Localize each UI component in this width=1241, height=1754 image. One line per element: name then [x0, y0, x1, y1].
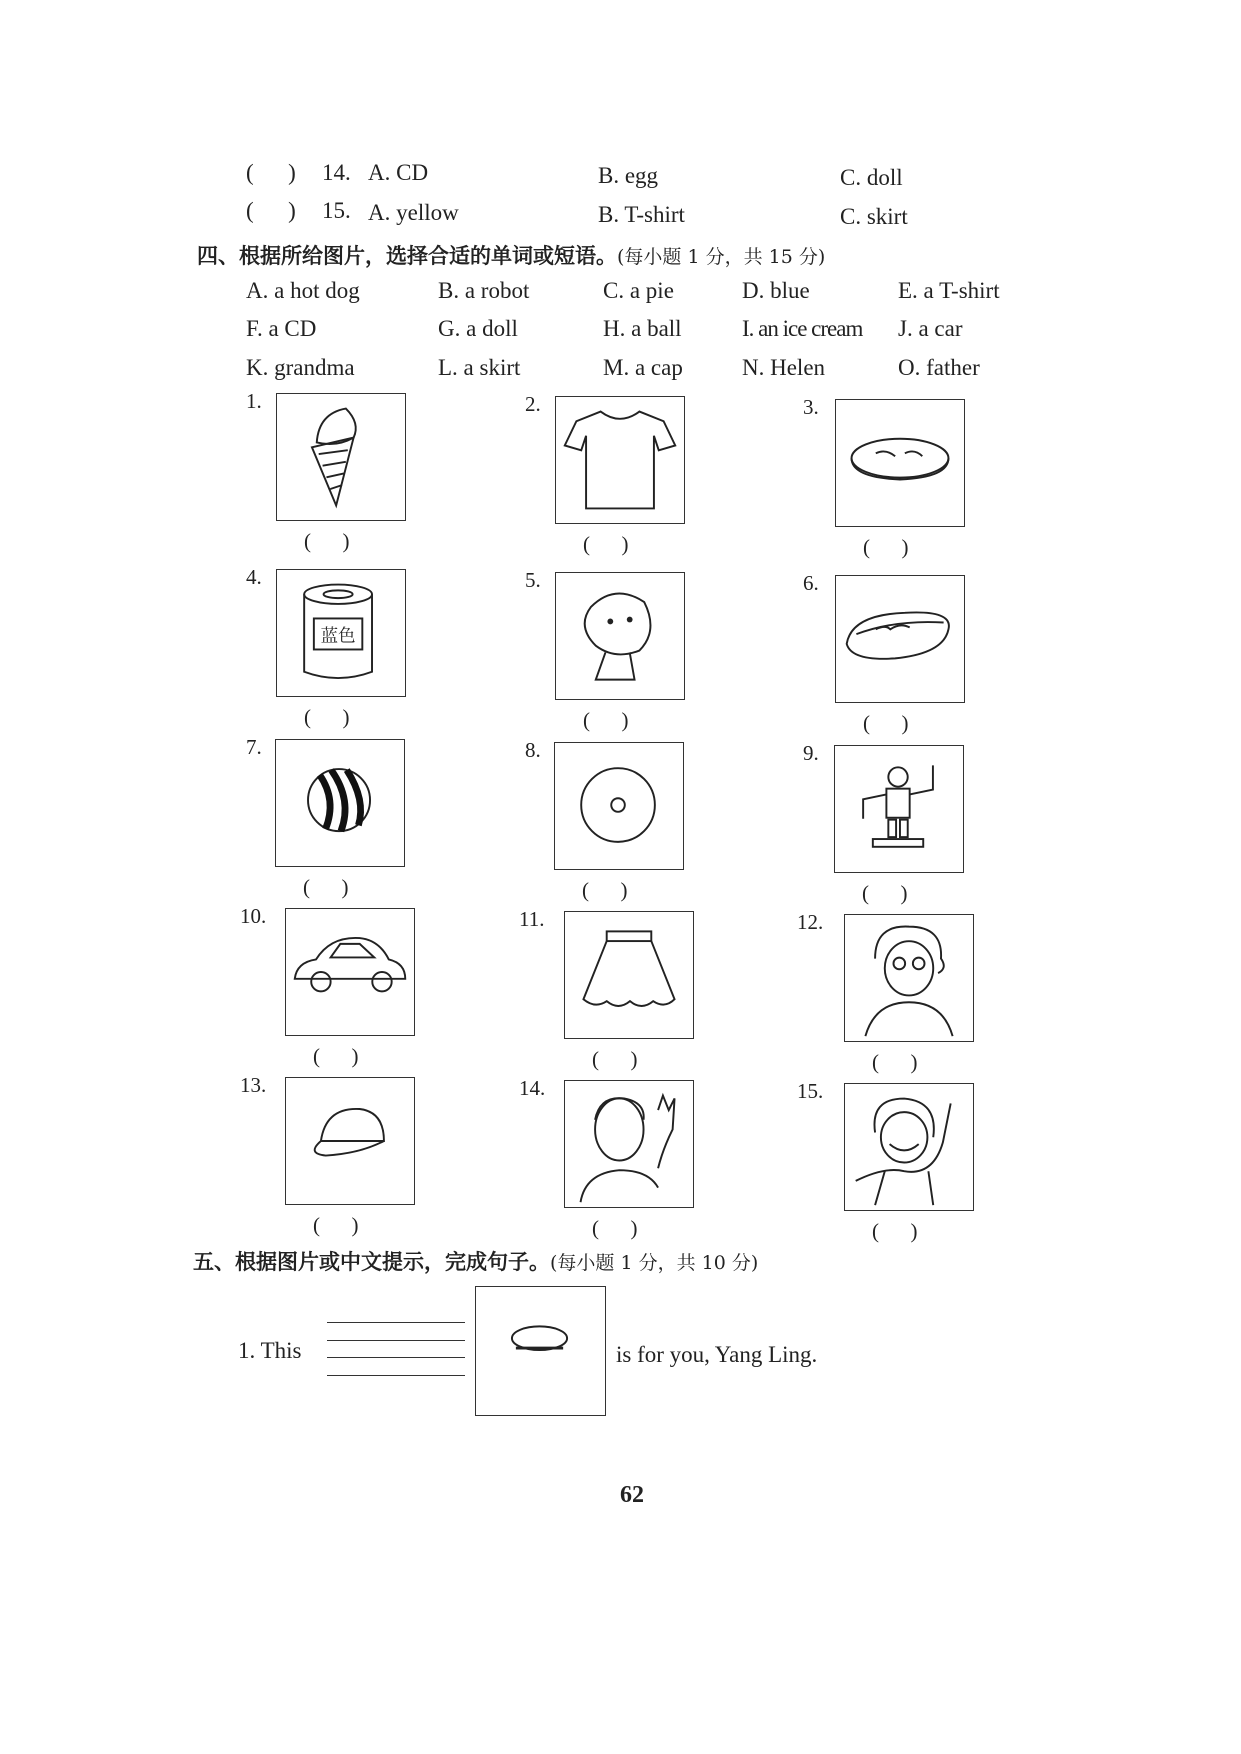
grandma-icon	[845, 915, 973, 1041]
answer-bracket[interactable]: ( )	[313, 1044, 359, 1068]
word-option: I. an ice cream	[742, 316, 863, 341]
option-c: C. doll	[840, 165, 903, 190]
word-option: C. a pie	[603, 278, 674, 303]
item-number: 15.	[797, 1079, 824, 1103]
sentence-prefix: 1. This	[238, 1338, 302, 1363]
item-number: 14.	[519, 1076, 546, 1100]
ball-icon	[276, 740, 404, 866]
question-number: 14.	[322, 160, 351, 185]
father-picture	[564, 1080, 694, 1208]
answer-bracket[interactable]: ( )	[862, 881, 908, 905]
answer-bracket[interactable]: ( )	[304, 529, 350, 553]
word-option: B. a robot	[438, 278, 530, 303]
skirt-picture	[564, 911, 694, 1039]
answer-bracket[interactable]: ( )	[583, 532, 629, 556]
item-number: 7.	[246, 735, 262, 759]
word-option: J. a car	[898, 316, 963, 341]
word-option: H. a ball	[603, 316, 682, 341]
option-a: A. CD	[368, 160, 429, 185]
ball-picture	[275, 739, 405, 867]
cd-picture	[554, 742, 684, 870]
answer-bracket[interactable]: ( )	[583, 708, 629, 732]
t-shirt-icon	[556, 397, 684, 523]
svg-text:蓝色: 蓝色	[320, 626, 356, 647]
option-b: B. T-shirt	[598, 202, 685, 227]
answer-bracket[interactable]: ( )	[592, 1216, 638, 1240]
answer-line[interactable]	[327, 1322, 465, 1323]
section-5-heading	[193, 1246, 758, 1276]
hot-dog-picture	[835, 575, 965, 703]
cd-icon	[555, 743, 683, 869]
father-icon	[565, 1081, 693, 1207]
ice-cream-picture	[276, 393, 406, 521]
word-option: G. a doll	[438, 316, 518, 341]
item-number: 11.	[519, 907, 545, 931]
answer-bracket[interactable]: ( )	[592, 1047, 638, 1071]
answer-line[interactable]	[327, 1375, 465, 1376]
answer-line[interactable]	[327, 1340, 465, 1341]
word-option: E. a T-shirt	[898, 278, 1000, 303]
answer-bracket[interactable]: ( )	[863, 535, 909, 559]
answer-bracket[interactable]: ( )	[246, 160, 296, 185]
helen-picture	[844, 1083, 974, 1211]
pie-picture	[835, 399, 965, 527]
word-option: O. father	[898, 355, 980, 380]
answer-bracket[interactable]: ( )	[304, 705, 350, 729]
paint-can-picture	[276, 569, 406, 697]
item-number: 4.	[246, 565, 262, 589]
pie-icon	[836, 400, 964, 526]
egg-picture	[475, 1286, 606, 1416]
skirt-icon	[565, 912, 693, 1038]
item-number: 5.	[525, 568, 541, 592]
cap-picture	[285, 1077, 415, 1205]
page-number: 62	[620, 1482, 644, 1508]
robot-picture	[834, 745, 964, 873]
doll-icon	[556, 573, 684, 699]
paint-can-icon	[277, 570, 405, 696]
cap-icon	[286, 1078, 414, 1204]
grandma-picture	[844, 914, 974, 1042]
item-number: 1.	[246, 389, 262, 413]
item-number: 12.	[797, 910, 824, 934]
answer-bracket[interactable]: ( )	[582, 878, 628, 902]
item-number: 9.	[803, 741, 819, 765]
section-5-title: 五、根据图片或中文提示，完成句子。	[193, 1250, 550, 1274]
question-number: 15.	[322, 198, 351, 223]
section-4-title: 四、根据所给图片，选择合适的单词或短语。	[197, 244, 617, 268]
ice-cream-icon	[277, 394, 405, 520]
robot-icon	[835, 746, 963, 872]
word-option: M. a cap	[603, 355, 683, 380]
word-option: A. a hot dog	[246, 278, 360, 303]
egg-icon	[476, 1287, 605, 1415]
answer-bracket[interactable]: ( )	[863, 711, 909, 735]
doll-picture	[555, 572, 685, 700]
section-4-score: (每小题 1 分，共 15 分)	[617, 246, 826, 268]
word-option: F. a CD	[246, 316, 317, 341]
helen-icon	[845, 1084, 973, 1210]
option-b: B. egg	[598, 163, 659, 188]
word-option: D. blue	[742, 278, 810, 303]
word-option: K. grandma	[246, 355, 355, 380]
answer-bracket[interactable]: ( )	[872, 1050, 918, 1074]
answer-bracket[interactable]: ( )	[313, 1213, 359, 1237]
word-option: N. Helen	[742, 355, 826, 380]
item-number: 13.	[240, 1073, 267, 1097]
t-shirt-picture	[555, 396, 685, 524]
car-icon	[286, 909, 414, 1035]
item-number: 3.	[803, 395, 819, 419]
item-number: 2.	[525, 392, 541, 416]
section-5-score: (每小题 1 分，共 10 分)	[550, 1252, 759, 1274]
answer-bracket[interactable]: ( )	[872, 1219, 918, 1243]
section-4-heading	[197, 240, 825, 270]
answer-line[interactable]	[327, 1357, 465, 1358]
sentence-suffix: is for you, Yang Ling.	[616, 1342, 818, 1367]
car-picture	[285, 908, 415, 1036]
item-number: 6.	[803, 571, 819, 595]
word-option: L. a skirt	[438, 355, 521, 380]
item-number: 10.	[240, 904, 267, 928]
item-number: 8.	[525, 738, 541, 762]
answer-bracket[interactable]: ( )	[246, 198, 296, 223]
option-c: C. skirt	[840, 204, 908, 229]
hot-dog-icon	[836, 576, 964, 702]
answer-bracket[interactable]: ( )	[303, 875, 349, 899]
option-a: A. yellow	[368, 200, 459, 225]
